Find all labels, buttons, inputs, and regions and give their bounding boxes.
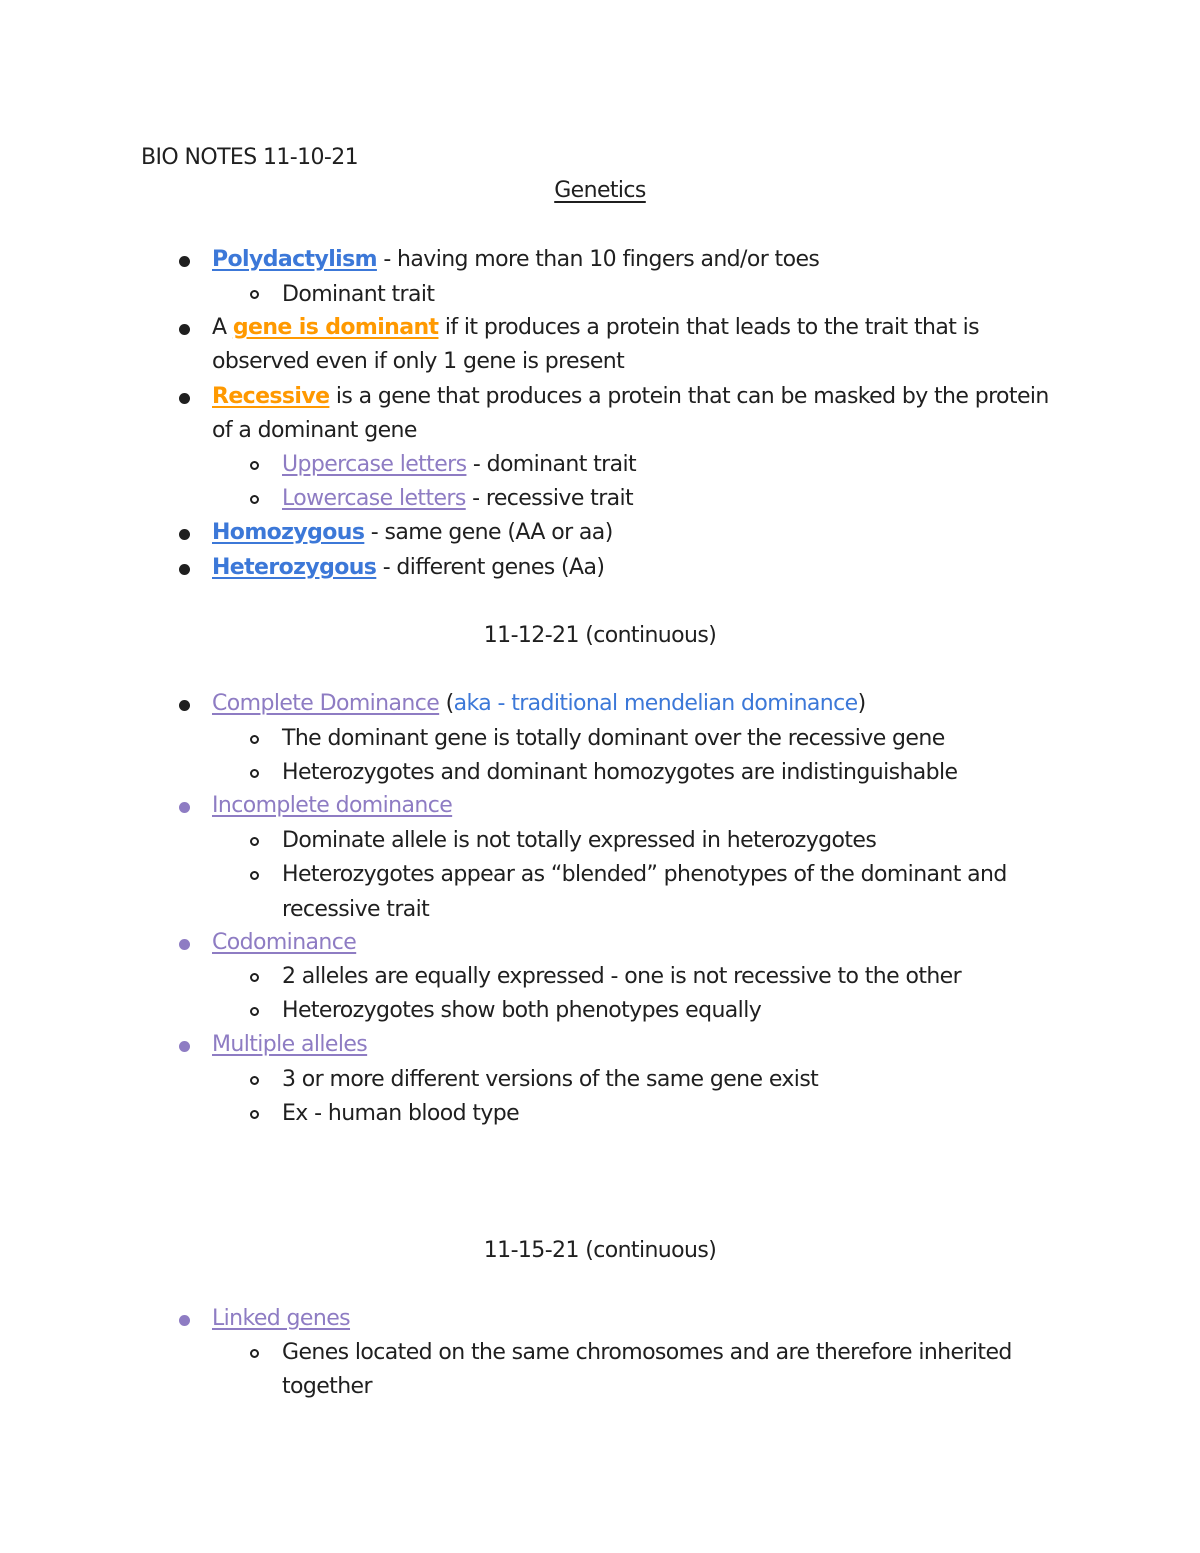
circle-bullet-icon [250,1007,259,1016]
aka-text: aka - traditional mendelian dominance [453,691,858,716]
circle-bullet-icon [250,769,259,778]
header-date: BIO NOTES 11-10-21 [141,145,359,170]
bullet-icon [179,324,190,335]
sub-item: Ex - human blood type [282,1101,520,1126]
definition-text: if it produces a protein that leads to the trait that is [438,315,980,340]
bullet-icon [179,393,190,404]
term-lowercase: Lowercase letters [282,486,466,511]
bullet-icon [179,529,190,540]
term-homozygous: Homozygous [212,520,365,545]
term-polydactylism: Polydactylism [212,247,377,272]
sub-item: 3 or more different versions of the same gene exist [282,1067,819,1092]
definition-text: - recessive trait [465,486,634,511]
title-text: Genetics [554,178,646,203]
term-uppercase: Uppercase letters [282,452,467,477]
term-codominance: Codominance [212,930,357,955]
sub-item: Genes located on the same chromosomes and are therefore inherited [282,1340,1012,1365]
continuation-text: together [282,1374,372,1399]
circle-bullet-icon [250,1349,259,1358]
list-item-gene-dominant [212,313,979,343]
list-item-linked-genes [212,1304,350,1334]
circle-bullet-icon [250,461,259,470]
section-date: 11-15-21 (continuous) [483,1238,717,1263]
paren-open: ( [439,691,454,716]
list-item-complete-dominance [212,689,866,719]
bullet-icon [179,564,190,575]
definition-text: - same gene (AA or aa) [364,520,613,545]
term-complete-dominance: Complete Dominance [212,691,440,716]
sub-item: Heterozygotes appear as “blended” phenotypes of the dominant and [282,862,1007,887]
bullet-icon [179,700,190,711]
sub-item: Dominant trait [282,282,435,307]
bullet-icon [179,1041,190,1052]
circle-bullet-icon [250,735,259,744]
circle-bullet-icon [250,973,259,982]
circle-bullet-icon [250,1110,259,1119]
term-gene-dominant: gene is dominant [232,315,439,340]
continuation-text: of a dominant gene [212,418,417,443]
circle-bullet-icon [250,871,259,880]
circle-bullet-icon [250,495,259,504]
term-recessive: Recessive [212,384,330,409]
definition-text: is a gene that produces a protein that can be masked by the protein [329,384,1049,409]
circle-bullet-icon [250,837,259,846]
bullet-icon [179,802,190,813]
term-incomplete-dominance: Incomplete dominance [212,793,453,818]
list-item-homozygous [212,518,613,548]
list-item-codominance [212,928,356,958]
list-item-heterozygous [212,553,604,583]
term-heterozygous: Heterozygous [212,555,377,580]
section-date: 11-12-21 (continuous) [483,623,717,648]
sub-item-lowercase [282,484,633,514]
sub-item: Heterozygotes and dominant homozygotes are indistinguishable [282,760,958,785]
sub-item: Dominate allele is not totally expressed in heterozygotes [282,828,877,853]
sub-item: Heterozygotes show both phenotypes equally [282,998,762,1023]
list-item-incomplete-dominance [212,791,452,821]
sub-item: The dominant gene is totally dominant over the recessive gene [282,726,945,751]
list-item-polydactylism [212,245,819,275]
bullet-icon [179,939,190,950]
circle-bullet-icon [250,1076,259,1085]
bullet-icon [179,256,190,267]
definition-text: - dominant trait [466,452,637,477]
text-prefix: A [212,315,233,340]
continuation-text: recessive trait [282,897,430,922]
page-title [0,176,1200,206]
definition-text: - different genes (Aa) [376,555,605,580]
bullet-icon [179,1315,190,1326]
list-item-multiple-alleles [212,1030,367,1060]
sub-item-uppercase [282,450,636,480]
list-item-recessive [212,382,1049,412]
circle-bullet-icon [250,290,259,299]
sub-item: 2 alleles are equally expressed - one is not recessive to the other [282,964,962,989]
continuation-text: observed even if only 1 gene is present [212,349,625,374]
term-linked-genes: Linked genes [212,1306,351,1331]
paren-close: ) [857,691,866,716]
definition-text: - having more than 10 fingers and/or toes [376,247,820,272]
term-multiple-alleles: Multiple alleles [212,1032,368,1057]
